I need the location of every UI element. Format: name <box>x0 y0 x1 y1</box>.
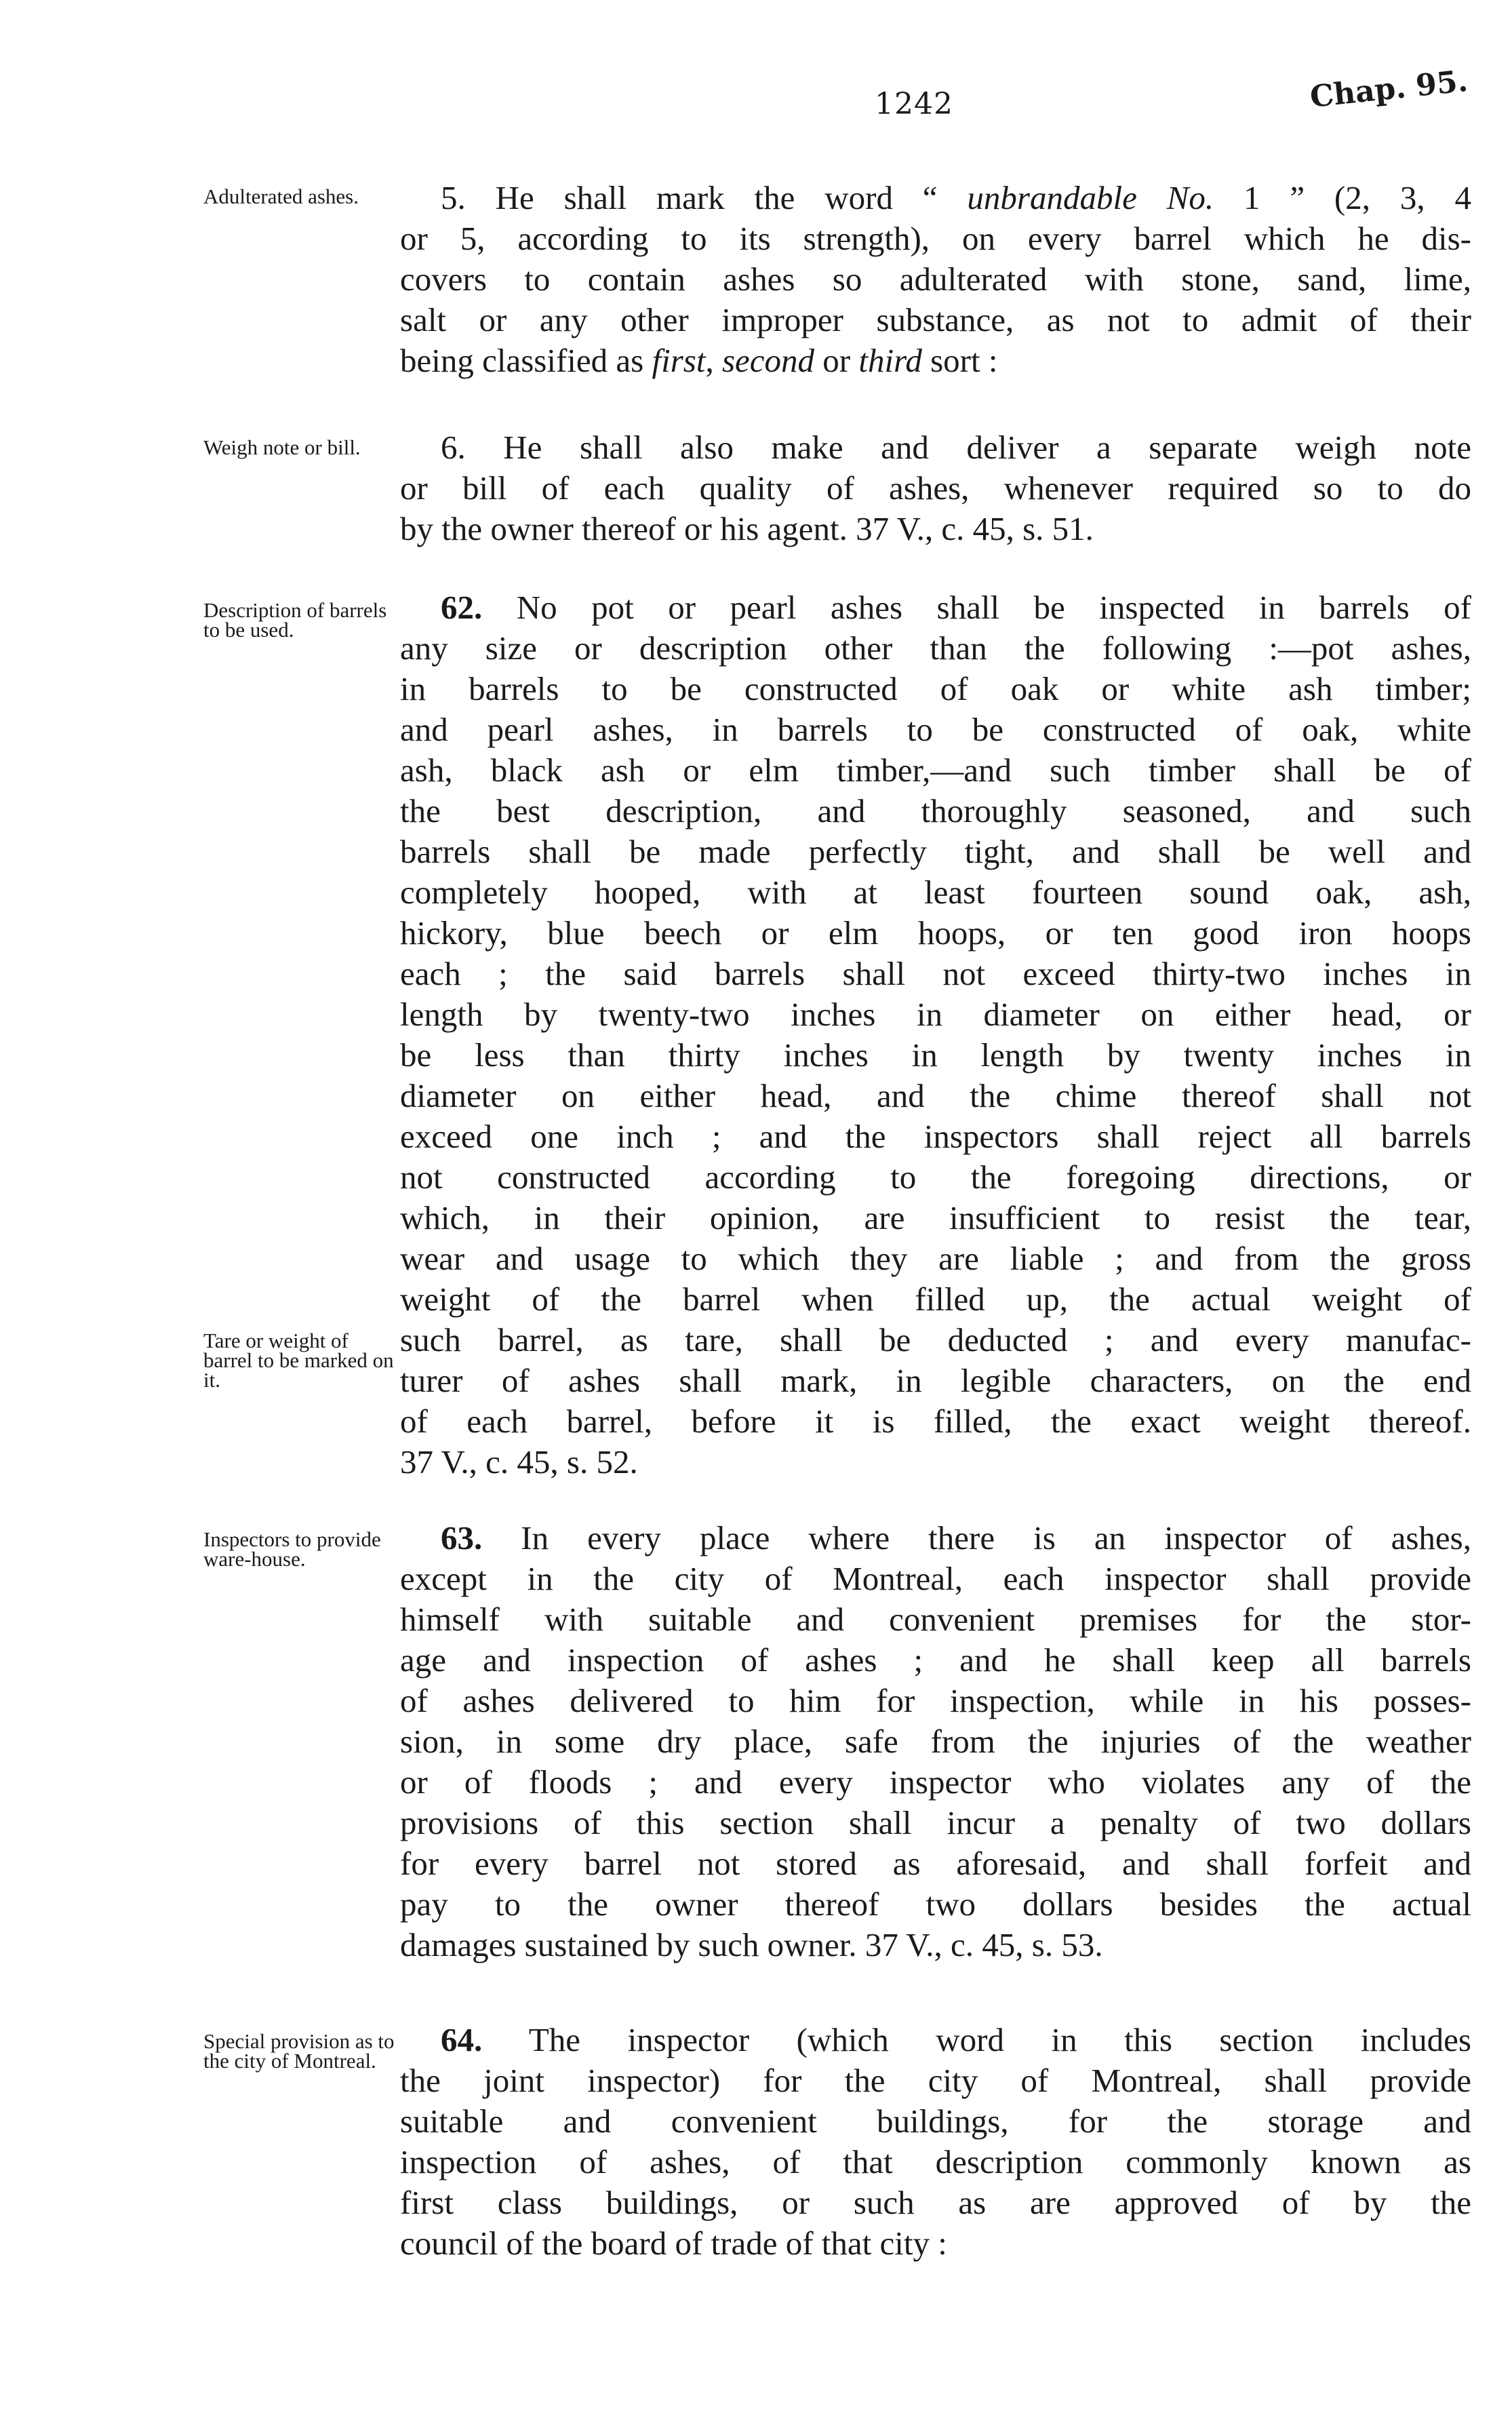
text-line: each ; the said barrels shall not exceed thirty-two inches in <box>400 955 1471 992</box>
text-line: and pearl ashes, in barrels to be constructed of oak, white <box>400 711 1471 748</box>
text-line: 64. The inspector (which word in this section includes <box>441 2021 1471 2058</box>
margin-note-description-of-barrels: Description of barrels to be used. <box>203 598 387 642</box>
text-line: exceed one inch ; and the inspectors shall reject all barrels <box>400 1118 1471 1155</box>
text-line: damages sustained by such owner. 37 V., c. 45, s. 53. <box>400 1926 1103 1963</box>
text-line: hickory, blue beech or elm hoops, or ten good iron hoops <box>400 914 1471 952</box>
text-line: of each barrel, before it is filled, the exact weight thereof. <box>400 1403 1471 1440</box>
text-line: by the owner thereof or his agent. 37 V., c. 45, s. 51. <box>400 510 1094 547</box>
section-number: 62. <box>441 589 483 626</box>
clause-5-adulterated-ashes <box>400 178 1471 381</box>
page-number: 1242 <box>875 87 953 121</box>
text-line: covers to contain ashes so adulterated with stone, sand, lime, <box>400 260 1471 298</box>
text-line: 62. No pot or pearl ashes shall be inspected in barrels of <box>441 589 1471 626</box>
text-line: council of the board of trade of that city : <box>400 2225 947 2262</box>
text-line: not constructed according to the foregoing directions, or <box>400 1158 1471 1196</box>
text-line: inspection of ashes, of that description commonly known as <box>400 2143 1471 2180</box>
text-line: salt or any other improper substance, as not to admit of their <box>400 301 1471 338</box>
text-line: weight of the barrel when filled up, the actual weight of <box>400 1280 1471 1318</box>
text-line: ash, black ash or elm timber,—and such timber shall be of <box>400 751 1471 789</box>
text-line: first class buildings, or such as are approved of by the <box>400 2184 1471 2221</box>
text-line: provisions of this section shall incur a penalty of two dollars <box>400 1804 1471 1841</box>
section-number: 64. <box>441 2021 483 2058</box>
margin-note-tare-weight: Tare or weight of barrel to be marked on it. <box>203 1329 394 1392</box>
text-line: or bill of each quality of ashes, whenever required so to do <box>400 469 1471 507</box>
text-line: sion, in some dry place, safe from the injuries of the weather <box>400 1723 1471 1760</box>
text-line: 37 V., c. 45, s. 52. <box>400 1443 638 1481</box>
text-line: barrels shall be made perfectly tight, and shall be well and <box>400 833 1471 870</box>
margin-note-special-provision-montreal: Special provision as to the city of Montreal. <box>203 2029 395 2073</box>
section-64-montreal <box>400 2020 1471 2264</box>
text-line: for every barrel not stored as aforesaid, and shall forfeit and <box>400 1845 1471 1882</box>
text-line: in barrels to be constructed of oak or white ash timber; <box>400 670 1471 707</box>
text-line: completely hooped, with at least fourteen sound oak, ash, <box>400 874 1471 911</box>
margin-note-adulterated-ashes: Adulterated ashes. <box>203 184 359 208</box>
text-line: being classified as first, second or third sort : <box>400 342 998 379</box>
text-line: length by twenty-two inches in diameter on either head, or <box>400 996 1471 1033</box>
section-number: 63. <box>441 1519 483 1556</box>
text-line: the joint inspector) for the city of Montreal, shall provide <box>400 2062 1471 2099</box>
text-line: age and inspection of ashes ; and he shall keep all barrels <box>400 1641 1471 1679</box>
section-62-barrels <box>400 587 1471 1483</box>
text-line: which, in their opinion, are insufficient to resist the tear, <box>400 1199 1471 1236</box>
section-63-warehouse <box>400 1518 1471 1965</box>
text-line: wear and usage to which they are liable ; and from the gross <box>400 1240 1471 1277</box>
text-line: turer of ashes shall mark, in legible characters, on the end <box>400 1362 1471 1399</box>
margin-note-weigh-note: Weigh note or bill. <box>203 435 361 459</box>
text-line: any size or description other than the following :—pot ashes, <box>400 629 1471 667</box>
chapter-heading: Chap. 95. <box>1308 63 1470 115</box>
text-line: be less than thirty inches in length by twenty inches in <box>400 1036 1471 1074</box>
text-line: 6. He shall also make and deliver a separate weigh note <box>441 429 1471 466</box>
text-line: himself with suitable and convenient premises for the stor- <box>400 1601 1471 1638</box>
text-line: 5. He shall mark the word “ unbrandable No. 1 ” (2, 3, 4 <box>441 179 1471 216</box>
text-line: suitable and convenient buildings, for the storage and <box>400 2102 1471 2140</box>
margin-note-inspectors-warehouse: Inspectors to provide ware-house. <box>203 1527 381 1571</box>
text-line: of ashes delivered to him for inspection, while in his posses- <box>400 1682 1471 1719</box>
text-line: 63. In every place where there is an inspector of ashes, <box>441 1519 1471 1556</box>
text-line: or 5, according to its strength), on every barrel which he dis- <box>400 220 1471 257</box>
text-line: diameter on either head, and the chime thereof shall not <box>400 1077 1471 1114</box>
text-line: except in the city of Montreal, each inspector shall provide <box>400 1560 1471 1597</box>
text-line: the best description, and thoroughly seasoned, and such <box>400 792 1471 829</box>
text-line: or of floods ; and every inspector who violates any of the <box>400 1763 1471 1801</box>
clause-6-weigh-note <box>400 427 1471 549</box>
text-line: such barrel, as tare, shall be deducted ; and every manufac- <box>400 1321 1471 1358</box>
text-line: pay to the owner thereof two dollars besides the actual <box>400 1885 1471 1923</box>
